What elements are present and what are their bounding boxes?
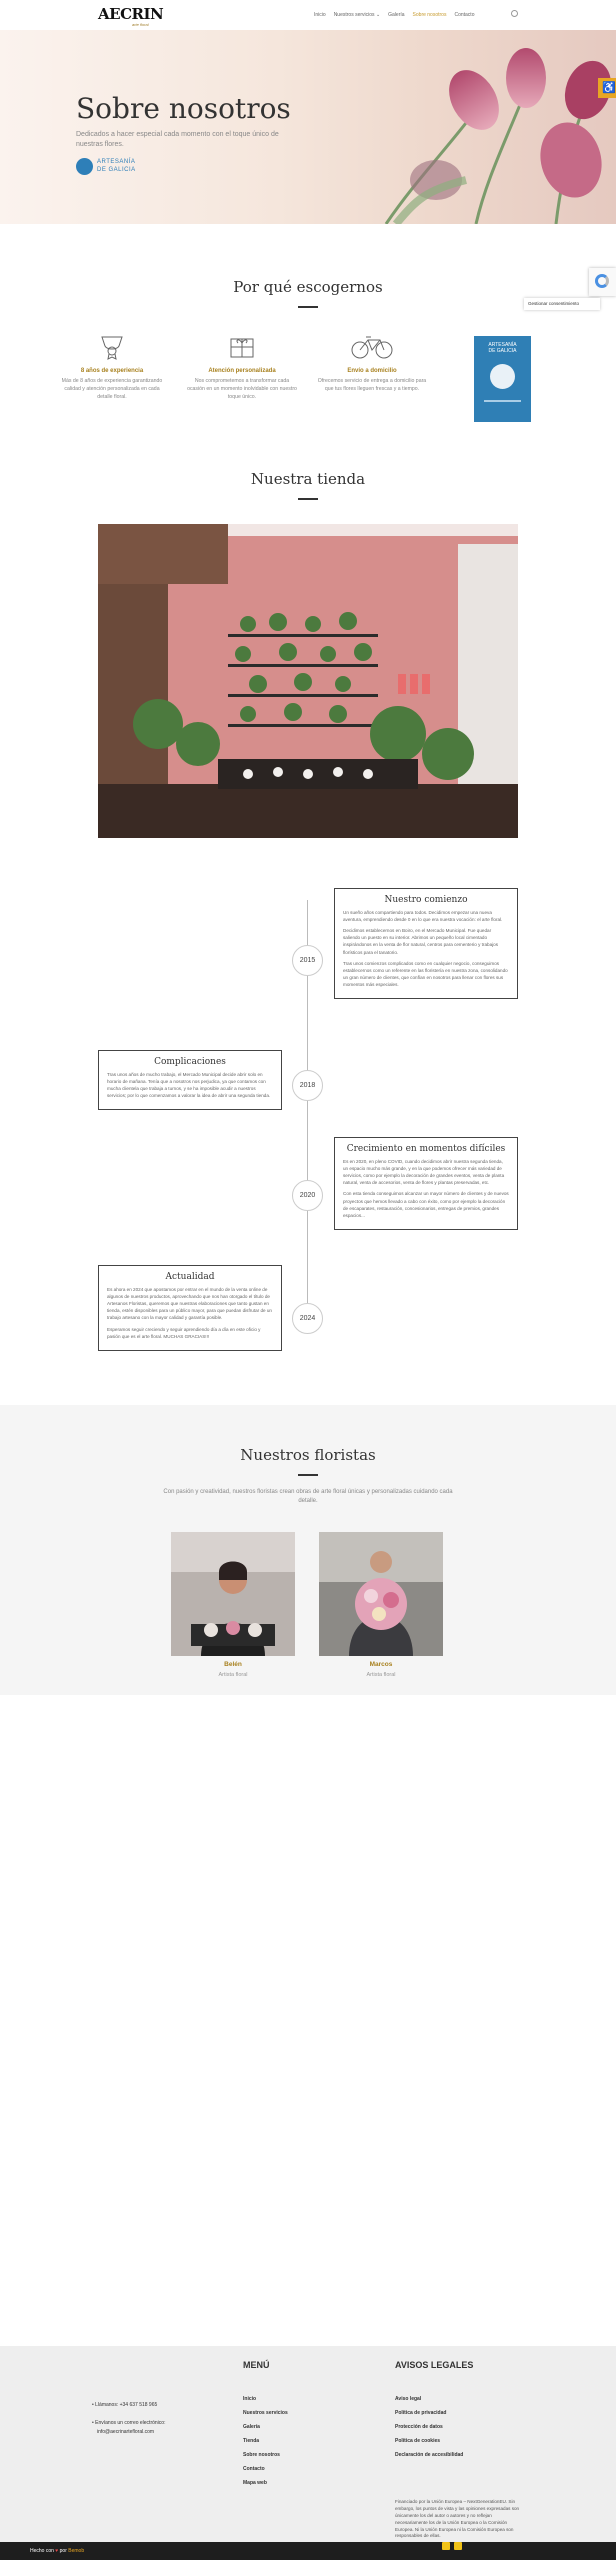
artesania-card <box>474 336 531 422</box>
card-divider <box>484 400 521 402</box>
nav-item-contacto[interactable]: Contacto <box>454 12 475 18</box>
tulips-image <box>356 30 616 224</box>
heart-icon: ♥ <box>55 2548 59 2554</box>
email-label-text: Envíanos un correo electrónico: <box>95 2420 166 2426</box>
timeline-year: 2020 <box>292 1180 323 1211</box>
badge-line1: ARTESANÍA <box>97 159 136 165</box>
bottom-bar <box>0 2542 616 2560</box>
timeline-year: 2018 <box>292 1070 323 1101</box>
nav-item-galeria[interactable]: Galería <box>388 12 405 18</box>
hero-section <box>0 30 616 224</box>
store-photo <box>98 524 518 838</box>
footer-menu-item[interactable]: Sobre nosotros <box>243 2452 280 2458</box>
timeline-card-title: Actualidad <box>165 1272 215 1282</box>
badge-line2: DE GALICIA <box>97 167 136 173</box>
store-interior-image <box>98 524 518 838</box>
timeline-paragraph: Es en 2020, en pleno COVID, cuando decidimos abrir nuestra segunda tienda, un espacio mucho más grande, y en la que podemos ofrecer más variedad de servicios, como por ejemplo la decoración de grandes eventos, venta de planta natural, venta de accesorios, venta de flores y plantas preservadas, etc. <box>343 1159 505 1186</box>
nav-item-servicios-label: Nuestros servicios <box>333 12 375 18</box>
feature-title: Envío a domicilio <box>347 368 397 374</box>
hero-subtitle: Dedicados a hacer especial cada momento con el toque único de nuestras flores. <box>76 131 279 148</box>
feature-text: Ofrecemos servicio de entrega a domicilio para que tus flores lleguen frescas y a tiempo. <box>317 378 427 392</box>
footer-menu-item[interactable]: Galería <box>243 2424 260 2430</box>
footer-legal-item[interactable]: Aviso legal <box>395 2396 422 2402</box>
florist-name: Belén <box>224 1661 242 1668</box>
florist-photo-marcos <box>319 1532 443 1656</box>
footer-legal-item[interactable]: Política de privacidad <box>395 2410 447 2416</box>
florist-role: Artista floral <box>218 1672 248 1678</box>
phone-text[interactable]: Llámanos: +34 637 518 965 <box>95 2402 158 2408</box>
site-logo[interactable] <box>98 2 168 30</box>
timeline-card-2015 <box>334 888 518 999</box>
florist-image <box>319 1532 443 1656</box>
artesania-emblem-icon <box>490 364 515 389</box>
footer-menu-item[interactable]: Inicio <box>243 2396 257 2402</box>
footer-menu-item[interactable]: Mapa web <box>243 2480 267 2486</box>
timeline-card-2020 <box>334 1137 518 1230</box>
main-nav <box>314 12 474 18</box>
credit-prefix: Hecho con <box>30 2548 54 2554</box>
feature-title: Atención personalizada <box>208 368 276 374</box>
footer-legal-item[interactable]: Política de cookies <box>395 2438 441 2444</box>
footer-menu-title: MENÚ <box>243 2360 270 2370</box>
timeline-paragraph: Esperamos seguir creciendo y seguir aprendiendo día a día en este oficio y pasión que es el arte floral. MUCHAS GRACIAS!!! <box>107 1326 261 1339</box>
feature-title: 8 años de experiencia <box>80 368 144 374</box>
feature-attention <box>187 334 297 401</box>
accessibility-icon: ♿ <box>602 82 616 94</box>
gift-icon <box>227 334 257 360</box>
facebook-icon[interactable] <box>442 2542 450 2550</box>
credit-mid: por <box>59 2548 67 2554</box>
credit-text <box>30 2548 84 2554</box>
timeline-card-2018 <box>98 1050 282 1110</box>
hero-title: Sobre nosotros <box>76 92 291 125</box>
footer-legal-item[interactable]: Protección de datos <box>395 2424 443 2430</box>
footer-menu-item[interactable]: Contacto <box>243 2466 265 2472</box>
accessibility-button[interactable] <box>598 78 616 98</box>
footer-legal-item[interactable]: Declaración de accesibilidad <box>395 2452 464 2458</box>
timeline-paragraph: Es ahora en 2024 que apostamos por entrar en el mundo de la venta online de algunos de nuestros productos, aprovechando que nos han otorgado el título de Artesanos Floristas, queremos que nuestras elaboraciones que tanto gustan en tienda, estén disponibles para un público mayor, para que puedan disfrutar de un trabajo artesano con la mayor calidad y garantía posible. <box>107 1287 272 1321</box>
footer-email-link[interactable]: info@aecrinartefloral.com <box>97 2429 155 2435</box>
footer-funding-text: Financiado por la Unión Europea – NextGenerationEU. Sin embargo, los puntos de vista y las opiniones expresadas son únicamente los del autor o autores y no reflejan necesariamente los de la Unión Europea o la Comisión Europea. Ni la Unión Europea ni la Comisión Europea son responsables de ellas. <box>395 2499 520 2539</box>
artesania-galicia-badge <box>76 156 156 178</box>
consent-button[interactable]: Gestionar consentimiento <box>524 298 600 310</box>
feature-delivery <box>317 334 427 394</box>
credit-brand-link[interactable]: Bemob <box>68 2548 85 2554</box>
timeline-year: 2015 <box>292 945 323 976</box>
chevron-down-icon: ⌄ <box>375 12 381 18</box>
florist-image <box>171 1532 295 1656</box>
store-divider <box>298 498 318 500</box>
feature-text: Nos comprometemos a transformar cada ocasión en un momento inolvidable con nuestro toque único. <box>187 378 297 400</box>
nav-item-inicio[interactable]: Inicio <box>314 12 326 18</box>
footer-menu-item[interactable]: Nuestros servicios <box>243 2410 288 2416</box>
social-links <box>442 2542 462 2550</box>
artesania-logo-icon <box>76 158 93 175</box>
timeline-paragraph: Tras unos años de mucho trabajo, el Mercado Municipal decide abrir solo en horario de mañana. Tenía que a nosotros nos perjudica, ya que contamos con mucha clientela que trabaja a turnos, y se ha imposible acudir a nuestros servicios; por lo que comenzamos a valorar la idea de abrir una segunda tienda. <box>107 1072 271 1099</box>
why-divider <box>298 306 318 308</box>
feature-experience <box>57 334 167 401</box>
card-line2: DE GALICIA <box>488 348 517 354</box>
footer-email-label: • Envíanos un correo electrónico: <box>92 2420 166 2426</box>
timeline-paragraph: Decidimos establecernos en Boiro, en el Mercado Municipal. Fue quedar saliendo un puesto en su interior. Abrimos un pequeño local cimentado inspirándonos en la venta de flor natural, centros para cementerio y trabajos florísticos para el tanatorio. <box>343 928 499 955</box>
logo-subtitle: arte floral <box>132 22 149 27</box>
bicycle-icon <box>350 334 394 360</box>
florists-subtitle: Con pasión y creatividad, nuestros floristas crean obras de arte floral únicas y personalizadas cuidando cada detalle. <box>163 1489 453 1504</box>
florists-divider <box>298 1474 318 1476</box>
footer-legal-title: AVISOS LEGALES <box>395 2360 474 2370</box>
timeline-paragraph: Un sueño años compartiendo para todos. Decidimos empezar una nueva aventura, emprendiendo desde 0 en lo que era nuestra vocación: el arte floral. <box>343 910 503 923</box>
timeline-card-title: Nuestro comienzo <box>384 895 468 905</box>
footer-phone: • Llámanos: +34 637 518 965 <box>92 2402 158 2408</box>
instagram-icon[interactable] <box>454 2542 462 2550</box>
search-icon[interactable] <box>511 10 518 17</box>
logo-text: AECRIN <box>98 5 164 23</box>
timeline-paragraph: Tras unos comienzos complicados como en cualquier negocio, conseguimos establecernos como un referente en las floristería en nuestra zona, consolidando un gran número de clientes, que confían en nosotros para llenar con flores sus momentos más especiales. <box>343 960 508 987</box>
timeline-card-2024 <box>98 1265 282 1351</box>
site-header <box>0 0 616 30</box>
florist-role: Artista floral <box>366 1672 396 1678</box>
footer-menu-item[interactable]: Tienda <box>243 2438 260 2444</box>
nav-item-servicios[interactable] <box>334 12 380 18</box>
store-title: Nuestra tienda <box>250 470 366 488</box>
card-line1: ARTESANÍA <box>488 342 517 348</box>
timeline-card-title: Complicaciones <box>154 1057 226 1067</box>
why-title: Por qué escogernos <box>233 278 383 296</box>
award-icon <box>97 334 127 360</box>
timeline-card-title: Crecimiento en momentos difíciles <box>346 1144 506 1154</box>
nav-item-sobre-nosotros[interactable]: Sobre nosotros <box>412 12 447 18</box>
timeline-paragraph: Con esta tienda conseguimos alcanzar un mayor número de clientes y de nuevos proyectos que hemos llevado a cabo con éxito, como por ejemplo la decoración de escaparates, restauración, concesionarios, entregas de premios, grandes espacios... <box>343 1191 509 1218</box>
florist-name: Marcos <box>369 1661 393 1668</box>
feature-text: Más de 8 años de experiencia garantizando calidad y atención personalizada en cada detalle floral. <box>61 378 163 400</box>
timeline-year: 2024 <box>292 1303 323 1334</box>
florists-title: Nuestros floristas <box>240 1446 376 1464</box>
florist-photo-belen <box>171 1532 295 1656</box>
